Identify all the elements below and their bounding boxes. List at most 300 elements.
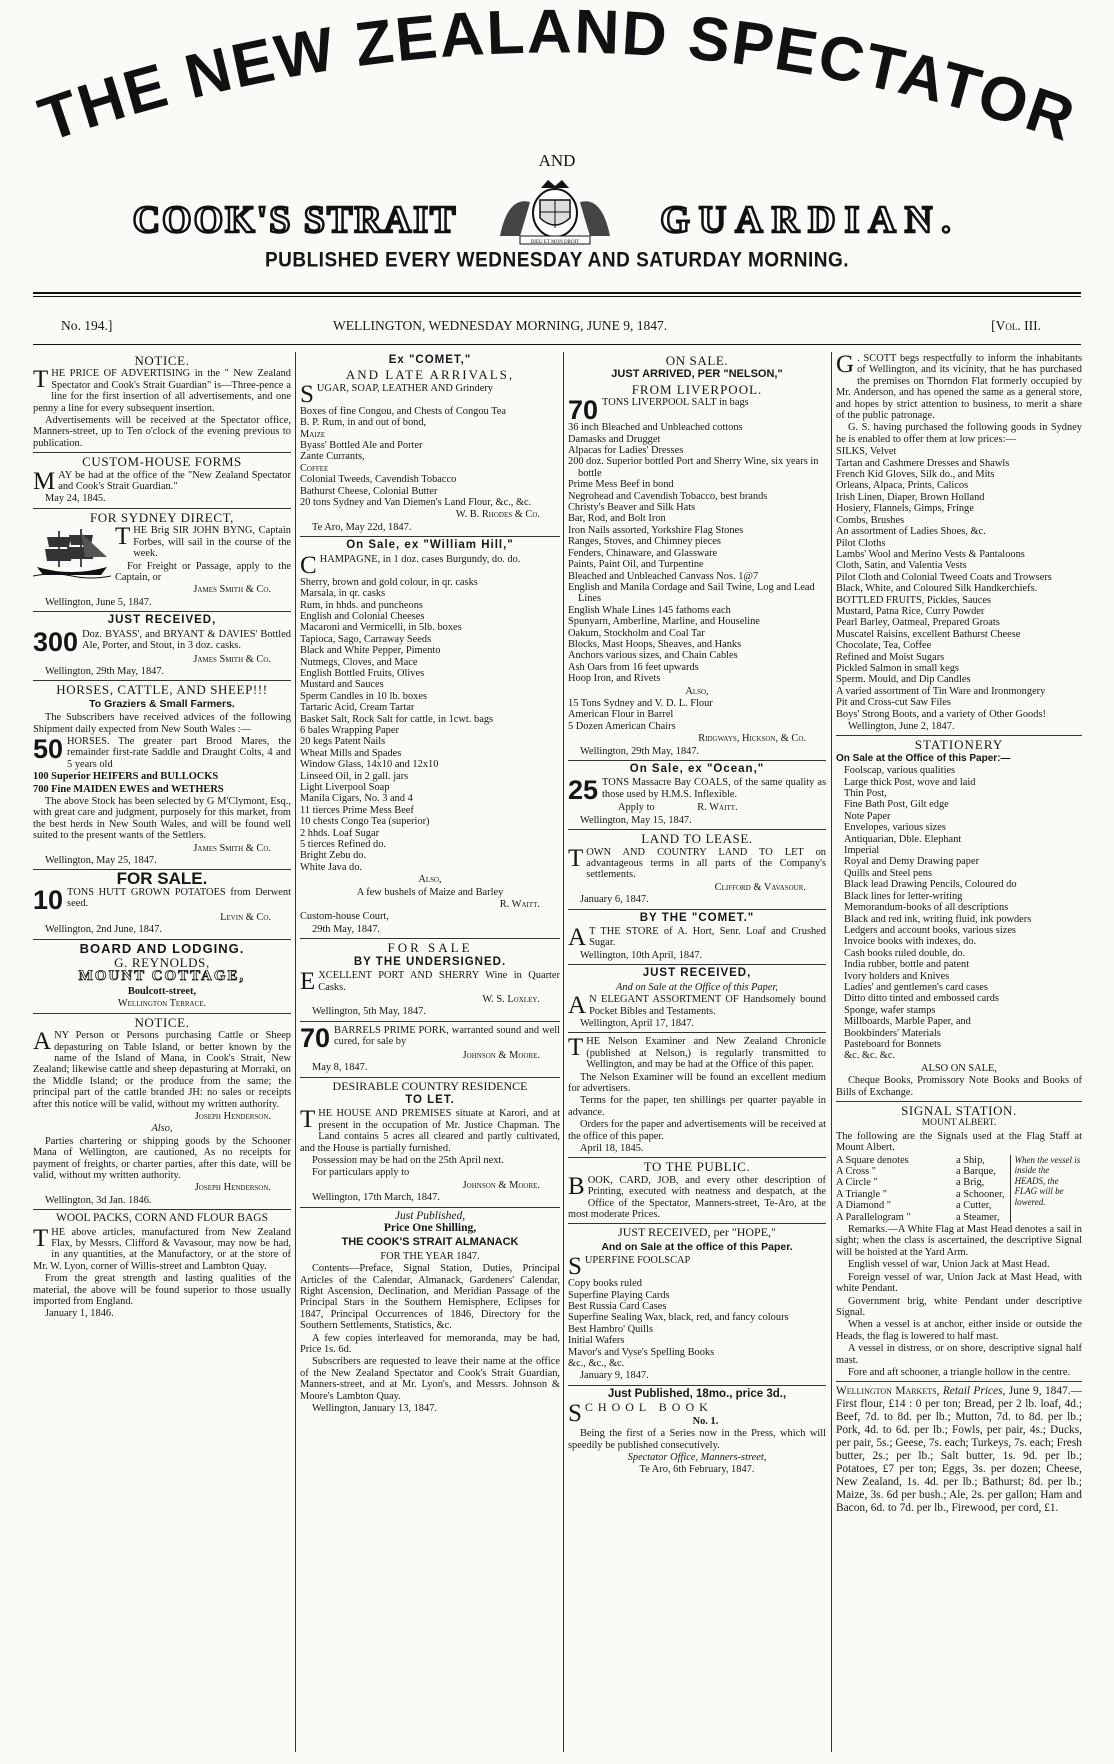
list-item: Memorandum-books of all descriptions — [844, 902, 1009, 914]
quantity-number: 300 — [33, 626, 79, 657]
dateline — [33, 318, 1081, 338]
sydney-signature: James Smith & Co. — [193, 584, 271, 596]
list-item: Pearl Barley, Oatmeal, Prepared Groats — [836, 617, 1000, 629]
list-item: Envelopes, various sizes — [844, 822, 946, 834]
list-item: Christy's Beaver and Silk Hats — [568, 502, 696, 514]
list-item: Ditto ditto tinted and embossed cards — [844, 993, 999, 1005]
hope-heading: JUST RECEIVED, per "HOPE," — [618, 1225, 776, 1240]
also-label: Also, — [151, 1123, 173, 1135]
scott-item-list — [836, 446, 1082, 720]
svg-text:DIEU ET MON DROIT: DIEU ET MON DROIT — [530, 240, 580, 245]
signal-note: When the vessel is inside the HEADS, the FLAG will be lowered. — [1010, 1155, 1082, 1223]
list-item: Quills and Steel pens — [844, 867, 933, 879]
wine-sale-heading: FOR SALE — [387, 940, 473, 956]
examiner-date: April 18, 1845. — [580, 1142, 644, 1154]
examiner-body-2: The Nelson Examiner will be found an excellent medium for advertisers. — [568, 1071, 826, 1094]
just-received-heading: JUST RECEIVED, — [107, 614, 217, 627]
list-item: Imperial — [844, 845, 880, 857]
ocean-body: TONS Massacre Bay COALS, of the same quality as those used by H.M.S. Inflexible. — [602, 777, 826, 800]
list-item: Bleached and Unbleached Canvass Nos. 1@7 — [568, 570, 759, 582]
list-item: Byass' Bottled Ale and Porter — [300, 440, 423, 452]
list-item: Sperm. Mould, and Dip Candles — [836, 674, 971, 686]
list-item: Large thick Post, wove and laid — [844, 776, 976, 788]
residence-body: HE HOUSE AND PREMISES situate at Karori, and at present in the occupation of Mr. Justice Chapman. The Land contains 5 acres all cleared and partly cultivated, and the House is partially furnished. — [300, 1108, 560, 1154]
list-item: Ash Oars from 16 feet upwards — [568, 661, 699, 673]
hope-item-list — [568, 1278, 826, 1369]
advertising-notice-body-2: Advertisements will be received at the Spectator office, Manners-street, up to Ten o'clock of the evening previous to publication. — [33, 415, 291, 449]
william-hill-place: Custom-house Court, — [300, 911, 389, 923]
comet-date: Te Aro, May 22d, 1847. — [312, 521, 412, 533]
signal-station-location: MOUNT ALBERT. — [921, 1118, 997, 1129]
scott-date: Wellington, June 2, 1847. — [848, 721, 955, 732]
list-item: Mustard and Sauces — [300, 679, 384, 691]
list-item: 5 Dozen American Chairs — [568, 720, 676, 732]
column-divider — [831, 352, 832, 1752]
list-item: Superfine Sealing Wax, black, red, and fancy colours — [568, 1312, 789, 1324]
table-row: A Diamond " a Cutter, — [836, 1200, 992, 1212]
william-hill-lead: HAMPAGNE, in 1 doz. cases Burgundy, do. do. — [319, 553, 521, 565]
bibles-body: N ELEGANT ASSORTMENT OF Handsomely bound Pocket Bibles and Testaments. — [589, 994, 826, 1017]
divider — [33, 296, 1081, 297]
masthead-and: AND — [538, 151, 576, 170]
list-item: Wheat Mills and Spades — [300, 747, 402, 759]
list-item: Black, White, and Coloured Silk Handkerchiefs. — [836, 583, 1038, 595]
on-sale-heading: ON SALE. — [665, 353, 729, 368]
list-item: Linseed Oil, in 2 gall. jars — [300, 770, 409, 782]
list-item: Thin Post, — [844, 788, 887, 800]
list-item: Refined and Moist Sugars — [836, 651, 945, 663]
ocean-signature: R. Waitt. — [697, 802, 738, 814]
list-item: English and Colonial Cheeses — [300, 610, 425, 622]
almanack-contents: Contents—Preface, Signal Station, Duties, Principal Articles of the Calendar, Almanack, Gardeners' Calendar, Right Ascension, Declination, and Meridian Passage of the Principal Stars in the Southern Hemisphere, Eclipses for 1847, Principal Occurrences of 1846, Directory for the Southern Settlements, Statistics, &c. — [300, 1263, 560, 1332]
nelson-lead: TONS LIVERPOOL SALT in bags — [602, 397, 749, 409]
almanack-published: Just Published, — [394, 1209, 466, 1222]
quantity-number: 70 — [568, 395, 599, 426]
just-received-body: Doz. BYASS', and BRYANT & DAVIES' Bottled Ale, Porter, and Stout, in 3 doz. casks. — [82, 628, 291, 651]
horses-item: HORSES. The greater part Brood Mares, the remainder first-rate Saddle and Draught Colts, 4 and 5 years old — [67, 735, 291, 770]
signal-body-3: English vessel of war, Union Jack at Mast Head. — [848, 1259, 1050, 1271]
list-item: A varied assortment of Tin Ware and Ironmongery — [836, 685, 1046, 697]
list-item: Bathurst Cheese, Colonial Butter — [300, 485, 438, 497]
issue-date: WELLINGTON, WEDNESDAY MORNING, JUNE 9, 1847. — [333, 318, 668, 333]
list-item: Bright Zebu do. — [300, 850, 367, 862]
list-item: Sponge, wafer stamps — [844, 1004, 936, 1016]
wine-sale-subheading: BY THE UNDERSIGNED. — [353, 955, 507, 968]
wool-packs-body-2: From the great strength and lasting qualities of the material, the above will be found superior to those usually imported from England. — [33, 1273, 291, 1308]
list-item: Invoice books with indexes, do. — [844, 936, 977, 948]
lease-date: January 6, 1847. — [580, 894, 649, 906]
list-item: Marsala, in qr. casks — [300, 588, 386, 600]
table-row: A Square denotes a Ship, — [836, 1154, 985, 1166]
list-item: 15 Tons Sydney and V. D. L. Flour — [568, 697, 713, 709]
heifers-item: 100 Superior HEIFERS and BULLOCKS — [33, 771, 219, 783]
almanack-body-3: Subscribers are requested to leave their name at the office of the New Zealand Spectator and Cook's Strait Guardian, Manners-street, and at Mr. Lyon's, and Messrs. Johnson & Moore's Lambton Quay. — [300, 1356, 560, 1402]
ewes-item: 700 Fine MAIDEN EWES and WETHERS — [33, 783, 224, 795]
signal-station-heading: SIGNAL STATION. — [901, 1103, 1017, 1118]
stock-signature: James Smith & Co. — [193, 842, 271, 854]
list-item: Alpacas for Ladies' Dresses — [568, 445, 684, 457]
wine-sale-body: XCELLENT PORT AND SHERRY Wine in Quarter Casks. — [318, 970, 560, 993]
custom-house-heading: CUSTOM-HOUSE FORMS — [82, 454, 242, 470]
list-item: Pickled Salmon in small kegs — [836, 662, 959, 674]
signal-table — [836, 1155, 1082, 1223]
list-item: &c., &c., &c. — [568, 1358, 625, 1370]
column-1: NOTICE. THE PRICE OF ADVERTISING in the " New Zealand Spectator and Cook's Strait Guardian" is—Three-pence a line for the first insertion of all advertisements, and one penny a line for every subsequent insertion. Advertisements will be received at the Spectator office, Manners-street, up to Ten o'clock of the evening previous to publication. CUSTOM-HOUSE FORMS MAY be had at the office of the "New Zealand Spectator and Cook's Strait Guardian." May 24, 1845. FOR SYDNEY DIRECT, THE Brig SIR JOHN BYNG, Captain Forbes, will sail in the course of the week. For Freight or Passage, apply to the Captain, or James Smith & Co. Wellington, June 5, 1847. JUST RECEIVED, 300 Doz. BYASS', and BRYANT & DAVIES' Bottled Ale, Porter, and Stout, in 3 doz. casks. James Smith & Co. Wellington, 29th May, 1847. HORSES, CATTLE, AND SHEEP!!! To Graziers & Small Farmers. The Subscribers have received advices of the following Shipment daily expected from New South Wales :— 50 HORSES. The greater part Brood Mares, the remainder first-rate Saddle and Draught Colts, 4 and 5 years old 100 Superior HEIFERS and BULLOCKS 700 Fine MAIDEN EWES and WETHERS The above Stock has been selected by G M'Clymont, Esq., with great care and judgment, purposely for this market, from the best herds in New South Wales, and will be found well suited to the present wants of the Settlers. James Smith & Co. Wellington, May 25, 1847. FOR SALE. 10 TONS HUTT GROWN POTATOES from Derwent seed. Levin & Co. Wellington, 2nd June, 1847. BOARD AND LODGING. G. REYNOLDS, MOUNT COTTAGE, Boulcott-street, Wellington Terrace. NOTICE. ANY Person or Persons purchasing Cattle or Sheep depasturing on Table Island, or better known by the name of the Island of Mana, in Cook's Strait, New Zealand; likewise cattle and sheep depasturing at Morraki, on the Middle Island; or the produce from the same; the principal part of the cattle branded JH: no sales or receipts after this notice will be valid, without my written authority. Joseph Henderson. Also, Parties chartering or shipping goods by the Schooner Mana of Wellington, are cautioned, As no receipts for payment of freights, or charter parties, after this date, will be valid, without my written authority. Joseph Henderson. Wellington, 3d Jan. 1846. WOOL PACKS, CORN AND FLOUR BAGS THE above articles, manufactured from New Zealand Flax, by Messrs. Clifford & Vavasour, may now be had, in any quantities, at the Manufactory, or at the store of Mr. W. Lyon, corner of Willis-street and Lambton Quay. From the great strength and lasting qualities of the material, the above will be found superior to those usually imported from England. January 1, 1846. — [33, 353, 291, 1320]
column-divider — [563, 352, 564, 1752]
horses-subheading: To Graziers & Small Farmers. — [89, 697, 235, 710]
bibles-heading: JUST RECEIVED, — [642, 967, 752, 980]
stationery-subheading: On Sale at the Office of this Paper:— — [836, 752, 1011, 764]
school-book-heading: Just Published, 18mo., price 3d., — [607, 1387, 787, 1400]
nelson-subheading: FROM LIVERPOOL. — [631, 381, 763, 397]
almanack-date: Wellington, January 13, 1847. — [312, 1403, 437, 1415]
wool-packs-body: HE above articles, manufactured from New Zealand Flax, by Messrs. Clifford & Vavasour, may now be had, in any quantities, at the Manufactory, or at the store of Mr. W. Lyon, corner of Willis-street and Lambton Quay. — [33, 1226, 291, 1272]
divider — [33, 292, 1081, 294]
board-town: Wellington Terrace. — [117, 998, 207, 1010]
for-sale-signature: Levin & Co. — [220, 911, 271, 923]
list-item: Basket Salt, Rock Salt for cattle, in 1cwt. bags — [300, 713, 494, 725]
cattle-notice-heading: NOTICE. — [134, 1014, 190, 1030]
stock-body: The above Stock has been selected by G M'Clymont, Esq., with great care and judgment, purposely for this market, from the best herds in New South Wales, and will be found well suited to the present wants of the Settlers. — [33, 796, 291, 842]
public-body: OOK, CARD, JOB, and every other description of Printing, executed with neatness and despatch, at the Office of the Spectator, Manners-street, Te-Aro, at the most moderate Prices. — [568, 1174, 826, 1220]
hort-heading: BY THE "COMET." — [639, 911, 755, 924]
sydney-date: Wellington, June 5, 1847. — [45, 596, 152, 608]
residence-date: Wellington, 17th March, 1847. — [312, 1192, 440, 1204]
list-item: Ledgers and account books, various sizes — [844, 924, 1016, 936]
list-item: Hosiery, Flannels, Gimps, Fringe — [836, 503, 974, 515]
bibles-subheading: And on Sale at the Office of this Paper, — [616, 981, 778, 993]
residence-body-2: Possession may be had on the 25th April next. — [312, 1154, 504, 1166]
signal-body-7: A vessel in distress, or on shore, descriptive signal half mast. — [836, 1343, 1082, 1366]
sailing-ship-icon — [33, 527, 111, 579]
for-sale-date: Wellington, 2nd June, 1847. — [45, 924, 162, 936]
almanack-price: Price One Shilling, — [383, 1222, 477, 1234]
list-item: 10 chests Congo Tea (superior) — [300, 816, 430, 828]
list-item: Damasks and Drugget — [568, 433, 661, 445]
column-2: Ex "COMET," AND LATE ARRIVALS, SUGAR, SOAP, LEATHER AND Grindery Boxes of fine Congou, and Chests of Congou Tea B. P. Rum, in and out of bond, Maize Byass' Bottled Ale and Porter Zante Currants, Coffee Colonial Tweeds, Cavendish Tobacco Bathurst Cheese, Colonial Butter 20 tons Sydney and Van Diemen's Land Flour, &c., &c. W. B. Rhodes & Co. Te Aro, May 22d, 1847. On Sale, ex "William Hill," CHAMPAGNE, in 1 doz. cases Burgundy, do. do. Sherry, brown and gold colour, in qr. casks Marsala, in qr. casks Rum, in hhds. and puncheons English and Colonial Cheeses Macaroni and Vermicelli, in 5lb. boxes Tapioca, Sago, Carraway Seeds Black and White Pepper, Pimento Nutmegs, Cloves, and Mace English Bottled Fruits, Olives Mustard and Sauces Sperm Candles in 10 lb. boxes Tartaric Acid, Cream Tartar Basket Salt, Rock Salt for cattle, in 1cwt. bags 6 bales Wrapping Paper 20 kegs Patent Nails Wheat Mills and Spades Window Glass, 14x10 and 12x10 Linseed Oil, in 2 gall. jars Light Liverpool Soap Manila Cigars, No. 3 and 4 11 tierces Prime Mess Beef 10 chests Congo Tea (superior) 2 hhds. Loaf Sugar 5 tierces Refined do. Bright Zebu do. White Java do. Also, A few bushels of Maize and Barley R. Waitt. Custom-house Court, 29th May, 1847. FOR SALE BY THE UNDERSIGNED. EXCELLENT PORT AND SHERRY Wine in Quarter Casks. W. S. Loxley. Wellington, 5th May, 1847. 70 BARRELS PRIME PORK, warranted sound and well cured, for sale by Johnson & Moore. May 8, 1847. DESIRABLE COUNTRY RESIDENCE TO LET. THE HOUSE AND PREMISES situate at Karori, and at present in the occupation of Mr. Justice Chapman. The Land contains 5 acres all cleared and partly cultivated, and the House is partially furnished. Possession may be had on the 25th April next. For particulars apply to Johnson & Moore. Wellington, 17th March, 1847. Just Published, Price One Shilling, THE COOK'S STRAIT ALMANACK FOR THE YEAR 1847. Contents—Preface, Signal Station, Duties, Principal Articles of the Calendar, Almanack, Gardeners' Calendar, Right Ascension, Declination, and Meridian Passage of the Principal Stars in the Southern Hemisphere, Eclipses for 1847, Principal Occurrences of 1846, Directory for the Southern Settlements, Statistics, &c. A few copies interleaved for memoranda, may be had, Price 1s. 6d. Subscribers are requested to leave their name at the office of the New Zealand Spectator and Cook's Strait Guardian, Manners-street, and at Mr. Lyon's, and Messrs. Johnson & Moore's Lambton Quay. Wellington, January 13, 1847. — [300, 354, 560, 1415]
signal-body-5: Government brig, white Pendant under descriptive Signal. — [836, 1295, 1082, 1318]
list-item: Black and White Pepper, Pimento — [300, 645, 441, 657]
list-item: Macaroni and Vermicelli, in 5lb. boxes — [300, 622, 462, 634]
list-item: Black lead Drawing Pencils, Coloured do — [844, 879, 1017, 891]
hope-date: January 9, 1847. — [580, 1370, 649, 1382]
board-house-name: MOUNT COTTAGE, — [78, 968, 246, 985]
markets-lead: Wellington Markets, — [836, 1385, 940, 1398]
public-heading: TO THE PUBLIC. — [643, 1159, 751, 1175]
advertising-notice-heading: NOTICE. — [134, 353, 190, 368]
lease-body: OWN AND COUNTRY LAND TO LET on advantageous terms in all parts of the Company's settlements. — [586, 846, 826, 881]
list-item: Hoop Iron, and Rivets — [568, 673, 661, 685]
list-item: Manila Cigars, No. 3 and 4 — [300, 793, 413, 805]
volume-number: [Vol. III. — [991, 318, 1041, 333]
list-item: Coffee — [300, 462, 329, 474]
list-item: 11 tierces Prime Mess Beef — [300, 804, 414, 816]
board-name: G. REYNOLDS, — [114, 955, 210, 971]
list-item: Mustard, Patna Rice, Curry Powder — [836, 605, 985, 617]
list-item: Best Hambro' Quills — [568, 1323, 653, 1335]
list-item: Foolscap, various qualities — [844, 765, 956, 777]
school-book-body: Being the first of a Series now in the Press, which will speedily be published consecutively. — [568, 1428, 826, 1451]
markets-body: June 9, 1847.—First flour, £14 : 0 per ton; Bread, per 2 lb. loaf, 4d.; Beef, 7d. to 8d. per lb.; Mutton, 7d. to 8d. per lb.; Pork, 4d. to 6d. per lb.; Fowls, per pair, 4s.; Ducks, per pair, 5s.; Geese, 7s. each; Turkeys, 7s. each; Fresh butter, 2s.; per lb.; Salt butter, 1s. 9d. per lb.; Potatoes, £7 per ton; Eggs, 3s. per dozen; Cheese, New Zealand, 1s. 4d. per lb.; Bathurst; 8d. per lb.; Maize, 3s. 6d per bush.; Ale, 2s. per gallon; Ham and Bacon, 6d. to 7d. per lb., Firewood, per cord, £1. — [836, 1385, 1082, 1515]
board-street: Boulcott-street, — [127, 985, 197, 997]
signal-body-6: When a vessel is at anchor, either inside or outside the Heads, the flag is lowered to half mast. — [836, 1319, 1082, 1342]
quantity-number: 25 — [568, 775, 599, 806]
william-hill-item-list — [300, 577, 560, 874]
cattle-notice-signature-2: Joseph Henderson. — [194, 1182, 271, 1194]
sydney-body-2: For Freight or Passage, apply to the Captain, or — [115, 560, 291, 583]
list-item: Pilot Cloth and Colonial Tweed Coats and Trowsers — [836, 571, 1052, 583]
board-heading: BOARD AND LODGING. — [79, 940, 245, 956]
for-sale-body: TONS HUTT GROWN POTATOES from Derwent seed. — [67, 886, 291, 910]
nelson-item-list — [568, 422, 826, 684]
cattle-notice-body: NY Person or Persons purchasing Cattle or Sheep depasturing on Table Island, or better known by the name of the Island of Mana, in Cook's Strait, New Zealand; likewise cattle and sheep depasturing at Morraki, on the Middle Island; or the produce from the same; the principal part of the cattle branded JH: no sales or receipts after this notice will be valid, without my written authority. — [33, 1030, 291, 1110]
pork-signature: Johnson & Moore. — [462, 1049, 540, 1061]
comet-subheading: AND LATE ARRIVALS, — [345, 367, 515, 383]
stationery-heading: STATIONERY — [914, 737, 1004, 753]
list-item: Black lines for letter-writing — [844, 890, 963, 902]
table-row: A Triangle " a Schooner, — [836, 1188, 1005, 1200]
for-sale-heading: FOR SALE. — [116, 869, 208, 889]
examiner-body: HE Nelson Examiner and New Zealand Chronicle (published at Nelson,) is regularly transmitted to Wellington, and may be had at the Office of this paper. — [586, 1036, 826, 1071]
list-item: Lambs' Wool and Merino Vests & Pantaloons — [836, 548, 1025, 560]
list-item: 6 bales Wrapping Paper — [300, 724, 399, 736]
list-item: Orleans, Alpaca, Prints, Calicos — [836, 480, 969, 492]
masthead — [0, 0, 1114, 285]
royal-crest-icon — [500, 180, 610, 245]
also-label: Also, — [418, 874, 442, 886]
list-item: An assortment of Ladies Shoes, &c. — [836, 526, 986, 538]
list-item: Millboards, Marble Paper, and — [844, 1016, 971, 1028]
bibles-date: Wellington, April 17, 1847. — [580, 1017, 695, 1029]
signal-body-8: Fore and aft schooner, a triangle hollow in the centre. — [848, 1366, 1071, 1378]
list-item: Paints, Paint Oil, and Turpentine — [568, 559, 704, 571]
list-item: Chocolate, Tea, Coffee — [836, 640, 932, 652]
list-item: Ladies' and gentlemen's card cases — [844, 981, 988, 993]
list-item: Royal and Demy Drawing paper — [844, 856, 980, 868]
list-item: Negrohead and Cavendish Tobacco, best brands — [568, 490, 768, 502]
list-item: Irish Linen, Diaper, Brown Holland — [836, 491, 985, 503]
list-item: Prime Mess Beef in bond — [568, 479, 674, 491]
signal-station-body: The following are the Signals used at the Flag Staff at Mount Albert. — [836, 1130, 1082, 1154]
divider — [33, 344, 1081, 345]
list-item: Note Paper — [844, 810, 891, 822]
list-item: Pilot Cloths — [836, 537, 886, 549]
list-item: Cloth, Satin, and Valentia Vests — [836, 560, 967, 572]
list-item: Tapioca, Sago, Carraway Seeds — [300, 633, 432, 645]
list-item: 2 hhds. Loaf Sugar — [300, 827, 380, 839]
quantity-number: 10 — [33, 884, 64, 915]
masthead-title-top: THE NEW ZEALAND SPECTATOR — [30, 0, 1085, 156]
list-item: 200 doz. Superior bottled Port and Sherry Wine, six years in bottle — [568, 456, 819, 479]
list-item: Blocks, Mast Hoops, Sheaves, and Hanks — [568, 638, 742, 650]
almanack-title: THE COOK'S STRAIT ALMANACK — [341, 1236, 519, 1249]
list-item: 20 kegs Patent Nails — [300, 736, 386, 748]
quantity-number: 50 — [33, 733, 64, 764]
list-item: Bookbinders' Materials — [844, 1027, 941, 1039]
column-3: ON SALE. JUST ARRIVED, PER "NELSON," FROM LIVERPOOL. 70 TONS LIVERPOOL SALT in bags 36 inch Bleached and Unbleached cottons Damasks and Drugget Alpacas for Ladies' Dresses 200 doz. Superior bottled Port and Sherry Wine, six years in bottle Prime Mess Beef in bond Negrohead and Cavendish Tobacco, best brands Christy's Beaver and Silk Hats Bar, Rod, and Bolt Iron Iron Nails assorted, Yorkshire Flag Stones Ranges, Stoves, and Chimney pieces Fenders, Chinaware, and Glassware Paints, Paint Oil, and Turpentine Bleached and Unbleached Canvass Nos. 1@7 English and Manila Cordage and Sail Twine, Log and Lead Lines English Whale Lines 145 fathoms each Spunyarn, Amberline, Marline, and Houseline Oakum, Stockholm and Coal Tar Blocks, Mast Hoops, Sheaves, and Hanks Anchors various sizes, and Chain Cables Ash Oars from 16 feet upwards Hoop Iron, and Rivets Also, 15 Tons Sydney and V. D. L. Flour American Flour in Barrel 5 Dozen American Chairs Ridgways, Hickson, & Co. Wellington, 29th May, 1847. On Sale, ex "Ocean," 25 TONS Massacre Bay COALS, of the same quality as those used by H.M.S. Inflexible. Apply to R. Waitt. Wellington, May 15, 1847. LAND TO LEASE. TOWN AND COUNTRY LAND TO LET on advantageous terms in all parts of the Company's settlements. Clifford & Vavasour. January 6, 1847. BY THE "COMET." A T THE STORE of A. Hort, Senr. Loaf and Crushed Sugar. Wellington, 10th April, 1847. JUST RECEIVED, And on Sale at the Office of this Paper, A N ELEGANT ASSORTMENT OF Handsomely bound Pocket Bibles and Testaments. Wellington, April 17, 1847. THE Nelson Examiner and New Zealand Chronicle (published at Nelson,) is regularly transmitted to Wellington, and may be had at the Office of this paper. The Nelson Examiner will be found an excellent medium for advertisers. Terms for the paper, ten shillings per quarter payable in advance. Orders for the paper and advertisements will be received at the office of this paper. April 18, 1845. TO THE PUBLIC. BOOK, CARD, JOB, and every other description of Printing, executed with neatness and despatch, at the Office of the Spectator, Manners-street, Te-Aro, at the most moderate Prices. JUST RECEIVED, per "HOPE," And on Sale at the office of this Paper. SUPERFINE FOOLSCAP Copy books ruled Superfine Playing Cards Best Russia Card Cases Superfine Sealing Wax, black, red, and fancy colours Best Hambro' Quills Initial Wafers Mavor's and Vyse's Spelling Books &c., &c., &c. January 9, 1847. Just Published, 18mo., price 3d., SCHOOL BOOK No. 1. Being the first of a Series now in the Press, which will speedily be published consecutively. Spectator Office, Manners-street, Te Aro, 6th February, 1847. — [568, 353, 826, 1476]
almanack-year: FOR THE YEAR 1847. — [380, 1250, 480, 1262]
school-book-place: Spectator Office, Manners-street, — [627, 1451, 767, 1463]
issue-number: No. 194.] — [61, 318, 113, 333]
horses-heading: HORSES, CATTLE, AND SHEEP!!! — [56, 682, 268, 698]
sydney-body: HE Brig SIR JOHN BYNG, Captain Forbes, will sail in the course of the week. — [133, 525, 291, 560]
horses-body: The Subscribers have received advices of the following Shipment daily expected from New South Wales :— — [33, 712, 291, 735]
list-item: Iron Nails assorted, Yorkshire Flag Stones — [568, 524, 744, 536]
nelson-heading: JUST ARRIVED, PER "NELSON," — [611, 368, 783, 381]
also-label: Also, — [685, 685, 709, 697]
custom-house-date: May 24, 1845. — [45, 493, 106, 505]
residence-body-3: For particulars apply to — [312, 1167, 410, 1179]
list-item: Antiquarian, Dble. Elephant — [844, 833, 962, 845]
almanack-body-2: A few copies interleaved for memoranda, may be had, Price 1s. 6d. — [300, 1332, 560, 1356]
ocean-date: Wellington, May 15, 1847. — [580, 814, 692, 826]
list-item: Sherry, brown and gold colour, in qr. casks — [300, 576, 478, 588]
school-book-date: Te Aro, 6th February, 1847. — [639, 1464, 755, 1476]
list-item: Fenders, Chinaware, and Glassware — [568, 547, 718, 559]
scott-body-2: G. S. having purchased the following goods in Sydney he is enabled to offer them at low prices:— — [836, 422, 1082, 445]
residence-heading: DESIRABLE COUNTRY RESIDENCE — [332, 1078, 528, 1093]
examiner-body-3: Terms for the paper, ten shillings per quarter payable in advance. — [568, 1095, 826, 1118]
list-item: Zante Currants, — [300, 451, 365, 463]
wool-packs-date: January 1, 1846. — [45, 1308, 114, 1320]
list-item: BOTTLED FRUITS, Pickles, Sauces — [836, 594, 991, 606]
list-item: 20 tons Sydney and Van Diemen's Land Flour, &c., &c. — [300, 497, 532, 509]
list-item: Initial Wafers — [568, 1335, 625, 1347]
list-item: Boxes of fine Congou, and Chests of Congou Tea — [300, 405, 507, 417]
markets-block — [836, 1385, 1082, 1515]
list-item: Muscatel Raisins, excellent Bathurst Cheese — [836, 628, 1021, 640]
wine-sale-date: Wellington, 5th May, 1847. — [312, 1006, 426, 1018]
custom-house-body: AY be had at the office of the "New Zealand Spectator and Cook's Strait Guardian." — [58, 469, 291, 493]
table-row: A Circle " a Brig, — [836, 1177, 985, 1189]
william-hill-also-body: A few bushels of Maize and Barley — [356, 886, 504, 898]
list-item: Fine Bath Post, Gilt edge — [844, 799, 949, 811]
list-item: Cash books ruled double, do. — [844, 947, 966, 959]
cattle-notice-signature: Joseph Henderson. — [194, 1110, 271, 1122]
list-item: Copy books ruled — [568, 1278, 642, 1290]
william-hill-heading: On Sale, ex "William Hill," — [346, 539, 514, 552]
ocean-apply: Apply to — [618, 802, 655, 814]
list-item: Maize — [300, 428, 326, 440]
list-item: French Kid Gloves, Silk do., and Mits — [836, 469, 995, 481]
school-book-number: No. 1. — [692, 1415, 719, 1427]
list-item: Boys' Strong Boots, and a variety of Other Goods! — [836, 708, 1046, 720]
stationery-item-list — [836, 765, 1082, 1062]
signal-body-4: Foreign vessel of war, Union Jack at Mast Head, with white Pendant. — [836, 1271, 1082, 1295]
comet-item-list — [300, 406, 560, 509]
publication-schedule: PUBLISHED EVERY WEDNESDAY AND SATURDAY MORNING. — [264, 248, 850, 272]
list-item: Black and red ink, writing fluid, ink powders — [844, 913, 1032, 925]
list-item: Colonial Tweeds, Cavendish Tobacco — [300, 474, 457, 486]
scott-body: . SCOTT begs respectfully to inform the inhabitants of Wellington, and its vicinity, that he has purchased the premises on Thorndon Flat formerly occupied by Mr. Anderson, and has opened the same as a general store, and hopes by strict attention to business, to merit a share of the public patronage. — [836, 353, 1082, 422]
list-item: Nutmegs, Cloves, and Mace — [300, 656, 418, 668]
hort-body: T THE STORE of A. Hort, Senr. Loaf and Crushed Sugar. — [589, 926, 826, 949]
list-item: Window Glass, 14x10 and 12x10 — [300, 759, 439, 771]
column-4: G . SCOTT begs respectfully to inform the inhabitants of Wellington, and its vicinity, that he has purchased the premises on Thorndon Flat formerly occupied by Mr. Anderson, and has opened the same as a general store, and hopes by strict attention to business, to merit a share of the public patronage. G. S. having purchased the following goods in Sydney he is enabled to offer them at low prices:— SILKS, Velvet Tartan and Cashmere Dresses and Shawls French Kid Gloves, Silk do., and Mits Orleans, Alpaca, Prints, Calicos Irish Linen, Diaper, Brown Holland Hosiery, Flannels, Gimps, Fringe Combs, Brushes An assortment of Ladies Shoes, &c. Pilot Cloths Lambs' Wool and Merino Vests & Pantaloons Cloth, Satin, and Valentia Vests Pilot Cloth and Colonial Tweed Coats and Trowsers Black, White, and Coloured Silk Handkerchiefs. BOTTLED FRUITS, Pickles, Sauces Mustard, Patna Rice, Curry Powder Pearl Barley, Oatmeal, Prepared Groats Muscatel Raisins, excellent Bathurst Cheese Chocolate, Tea, Coffee Refined and Moist Sugars Pickled Salmon in small kegs Sperm. Mould, and Dip Candles A varied assortment of Tin Ware and Ironmongery Pit and Cross-cut Saw Files Boys' Strong Boots, and a variety of Other Goods! Wellington, June 2, 1847. STATIONERY On Sale at the Office of this Paper:— Foolscap, various qualities Large thick Post, wove and laid Thin Post, Fine Bath Post, Gilt edge Note Paper Envelopes, various sizes Antiquarian, Dble. Elephant Imperial Royal and Demy Drawing paper Quills and Steel pens Black lead Drawing Pencils, Coloured do Black lines for letter-writing Memorandum-books of all descriptions Black and red ink, writing fluid, ink powders Ledgers and account books, various sizes Invoice books with indexes, do. Cash books ruled double, do. India rubber, bottle and patent Ivory holders and Knives Ladies' and gentlemen's card cases Ditto ditto tinted and embossed cards Sponge, wafer stamps Millboards, Marble Paper, and Bookbinders' Materials Pasteboard for Bonnets &c. &c. &c. ALSO ON SALE, Cheque Books, Promissory Note Books and Books of Bills of Exchange. SIGNAL STATION. MOUNT ALBERT. The following are the Signals used at the Flag Staff at Mount Albert. A Square denotes a Ship, A Cross " a Barque, A Circle " a Brig, A Triangle " a Schooner, A Diamond " a Cutter, A Parallelogram " a Steamer, When the vessel is inside the HEADS, the FLAG will be lowered. Remarks.—A White Flag at Mast Head denotes a sail in sight; when the class is ascertained, the descriptive Signal will be hoisted at the Yard Arm. English vessel of war, Union Jack at Mast Head. Foreign vessel of war, Union Jack at Mast Head, with white Pendant. Government brig, white Pendant under descriptive Signal. When a vessel is at anchor, either inside or outside the Heads, the flag is lowered to half mast. A vessel in distress, or on shore, descriptive signal half mast. Fore and aft schooner, a triangle hollow in the centre. Wellington Markets, Retail Prices, June 9, 1847.—First flour, £14 : 0 per ton; Bread, per 2 lb. loaf, 4d.; Beef, 7d. to 8d. per lb.; Mutton, 7d. to 8d. per lb.; Pork, 4d. to 6d. per lb.; Fowls, per pair, 4s.; Ducks, per pair, 5s.; Geese, 7s. each; Turkeys, 7s. each; Fresh butter, 2s.; per lb.; Salt butter, 1s. 9d. per lb.; Potatoes, £7 per ton; Eggs, 3s. per dozen; Cheese, New Zealand, 1s. 4d. per lb.; Bathurst; 8d. per lb.; Maize, 3s. 6d per bush.; Ale, 2s. per gallon; Ham and Bacon, 6d. to 7d. per lb., Firewood, per cord, £1. — [836, 352, 1082, 1515]
column-divider — [295, 352, 296, 1752]
hope-subheading: And on Sale at the office of this Paper. — [601, 1240, 793, 1253]
list-item: Anchors various sizes, and Chain Cables — [568, 650, 738, 662]
wool-packs-heading: WOOL PACKS, CORN AND FLOUR BAGS — [56, 1212, 268, 1225]
just-received-signature: James Smith & Co. — [193, 653, 271, 665]
stationery-also-label: ALSO ON SALE, — [921, 1062, 997, 1074]
cattle-notice-date: Wellington, 3d Jan. 1846. — [45, 1194, 152, 1206]
table-row: A Parallelogram " a Steamer, — [836, 1211, 1000, 1223]
masthead-title-bottom-right: GUARDIAN. — [660, 199, 960, 241]
list-item: SILKS, Velvet — [836, 446, 897, 458]
quantity-number: 70 — [300, 1022, 331, 1053]
list-item: Rum, in hhds. and puncheons — [300, 599, 423, 611]
markets-title: Retail Prices, — [942, 1385, 1006, 1398]
list-item: Bar, Rod, and Bolt Iron — [568, 513, 666, 525]
list-item: English and Manila Cordage and Sail Twine, Log and Lead Lines — [568, 581, 815, 605]
wine-sale-signature: W. S. Loxley. — [482, 993, 540, 1005]
list-item: Combs, Brushes — [836, 514, 905, 526]
william-hill-date: 29th May, 1847. — [312, 923, 381, 935]
hort-date: Wellington, 10th April, 1847. — [580, 949, 703, 961]
lease-signature: Clifford & Vavasour. — [714, 881, 806, 893]
comet-lead: UGAR, SOAP, LEATHER AND Grindery — [316, 382, 493, 394]
school-book-title: CHOOL BOOK — [584, 1400, 713, 1415]
list-item: B. P. Rum, in and out of bond, — [300, 417, 427, 429]
masthead-title-bottom-left: COOK'S STRAIT — [132, 199, 458, 241]
list-item: 5 tierces Refined do. — [300, 839, 386, 851]
list-item: Superfine Playing Cards — [568, 1289, 670, 1301]
list-item: Best Russia Card Cases — [568, 1301, 667, 1313]
list-item: Tartan and Cashmere Dresses and Shawls — [836, 457, 1010, 469]
hope-lead: UPERFINE FOOLSCAP — [584, 1255, 691, 1267]
examiner-body-4: Orders for the paper and advertisements will be received at the office of this paper. — [568, 1119, 826, 1142]
residence-signature: Johnson & Moore. — [462, 1179, 540, 1191]
list-item: White Java do. — [300, 861, 363, 873]
advertising-notice-body: HE PRICE OF ADVERTISING in the " New Zealand Spectator and Cook's Strait Guardian" is—Three-pence a line for the first insertion of all advertisements, and one penny a line for every subsequent insertion. — [33, 368, 291, 414]
pork-body: BARRELS PRIME PORK, warranted sound and well cured, for sale by — [334, 1024, 560, 1048]
ocean-heading: On Sale, ex "Ocean," — [629, 763, 765, 775]
nelson-signature: Ridgways, Hickson, & Co. — [698, 733, 806, 745]
comet-signature: W. B. Rhodes & Co. — [455, 509, 540, 521]
list-item: 36 inch Bleached and Unbleached cottons — [568, 422, 743, 434]
list-item: American Flour in Barrel — [568, 709, 674, 721]
stationery-also-body: Cheque Books, Promissory Note Books and Books of Bills of Exchange. — [836, 1075, 1082, 1098]
list-item: Tartaric Acid, Cream Tartar — [300, 702, 415, 714]
william-hill-signature: R. Waitt. — [499, 899, 540, 911]
sydney-heading: FOR SYDNEY DIRECT, — [89, 509, 235, 525]
signal-remarks: Remarks.—A White Flag at Mast Head denotes a sail in sight; when the class is ascertained, the descriptive Signal will be hoisted at the Yard Arm. — [836, 1224, 1082, 1258]
list-item: Pit and Cross-cut Saw Files — [836, 697, 951, 709]
comet-heading: Ex "COMET," — [388, 354, 472, 366]
residence-subheading: TO LET. — [405, 1093, 455, 1106]
stock-date: Wellington, May 25, 1847. — [45, 855, 157, 867]
just-received-date: Wellington, 29th May, 1847. — [45, 665, 165, 677]
list-item: Light Liverpool Soap — [300, 782, 390, 793]
list-item: Ivory holders and Knives — [844, 970, 950, 982]
list-item: Sperm Candles in 10 lb. boxes — [300, 690, 427, 702]
list-item: Oakum, Stockholm and Coal Tar — [568, 627, 705, 639]
list-item: Pasteboard for Bonnets — [844, 1038, 941, 1050]
masthead-art — [0, 0, 1114, 250]
list-item: India rubber, bottle and patent — [844, 959, 970, 971]
list-item: Spunyarn, Amberline, Marline, and Houseline — [568, 616, 760, 628]
pork-date: May 8, 1847. — [312, 1062, 368, 1074]
list-item: Mavor's and Vyse's Spelling Books — [568, 1346, 715, 1358]
list-item: &c. &c. &c. — [844, 1050, 896, 1062]
table-row: A Cross " a Barque, — [836, 1166, 996, 1178]
list-item: Ranges, Stoves, and Chimney pieces — [568, 536, 721, 548]
list-item: English Whale Lines 145 fathoms each — [568, 604, 731, 616]
cattle-notice-body-2: Parties chartering or shipping goods by the Schooner Mana of Wellington, are cautioned, As no receipts for payment of freights, or charter parties, after this date, will be valid, without my written authority. — [33, 1135, 291, 1181]
lease-heading: LAND TO LEASE. — [641, 831, 753, 847]
list-item: English Bottled Fruits, Olives — [300, 667, 425, 679]
